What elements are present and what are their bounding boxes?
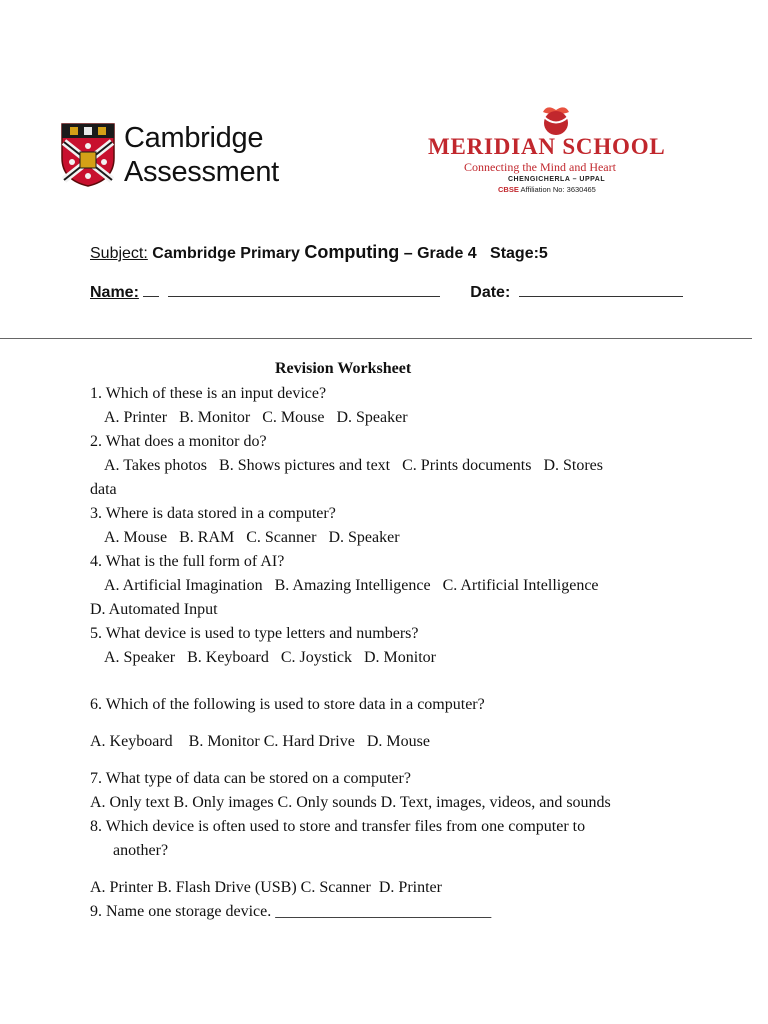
name-label: Name: <box>90 284 139 301</box>
options-6: A. Keyboard B. Monitor C. Hard Drive D. Mouse <box>90 733 430 750</box>
cambridge-logo-line2: Assessment <box>124 156 279 188</box>
meridian-school-location: CHENGICHERLA – UPPAL <box>508 176 606 183</box>
cambridge-assessment-logo <box>60 122 300 192</box>
subject-suffix: – Grade 4 Stage:5 <box>403 245 548 262</box>
question-4: 4. What is the full form of AI? <box>90 553 285 570</box>
subject-main: Computing <box>304 242 400 262</box>
divider <box>0 338 752 339</box>
options-8: A. Printer B. Flash Drive (USB) C. Scanner D. Printer <box>90 879 442 896</box>
question-2: 2. What does a monitor do? <box>90 433 267 450</box>
worksheet-title: Revision Worksheet <box>275 360 412 377</box>
question-8-continued: another? <box>113 842 169 859</box>
subject-label: Subject: <box>90 245 148 262</box>
date-label: Date: <box>470 284 511 301</box>
options-3: A. Mouse B. RAM C. Scanner D. Speaker <box>104 529 400 546</box>
options-4-continued: D. Automated Input <box>90 601 218 618</box>
subject-line <box>90 242 548 263</box>
question-5: 5. What device is used to type letters and numbers? <box>90 625 419 642</box>
cambridge-logo-line1: Cambridge <box>124 122 264 154</box>
options-7: A. Only text B. Only images C. Only sounds D. Text, images, videos, and sounds <box>90 794 611 811</box>
cambridge-crest-icon <box>60 122 116 188</box>
question-7: 7. What type of data can be stored on a computer? <box>90 770 411 787</box>
meridian-school-tagline: Connecting the Mind and Heart <box>464 160 616 174</box>
options-1: A. Printer B. Monitor C. Mouse D. Speaker <box>104 409 408 426</box>
affiliation-number: Affiliation No: 3630465 <box>520 185 596 194</box>
meridian-school-name: MERIDIAN SCHOOL <box>428 134 666 159</box>
question-9: 9. Name one storage device. ___________________________ <box>90 903 492 920</box>
cbse-label: CBSE <box>498 185 519 194</box>
options-5: A. Speaker B. Keyboard C. Joystick D. Monitor <box>104 649 436 666</box>
date-field[interactable] <box>519 282 683 297</box>
question-1: 1. Which of these is an input device? <box>90 385 327 402</box>
question-3: 3. Where is data stored in a computer? <box>90 505 336 522</box>
name-date-line <box>90 282 683 302</box>
meridian-school-logo <box>426 104 696 194</box>
question-8: 8. Which device is often used to store and transfer files from one computer to <box>90 818 586 835</box>
name-label-underline <box>143 282 159 297</box>
name-field[interactable] <box>168 282 440 297</box>
options-4: A. Artificial Imagination B. Amazing Intelligence C. Artificial Intelligence <box>104 577 599 594</box>
meridian-affiliation <box>498 185 596 194</box>
options-2-continued: data <box>90 481 117 498</box>
question-6: 6. Which of the following is used to store data in a computer? <box>90 696 485 713</box>
meridian-emblem-icon <box>539 104 573 136</box>
options-2: A. Takes photos B. Shows pictures and text C. Prints documents D. Stores <box>104 457 604 474</box>
subject-prefix: Cambridge Primary <box>152 245 300 262</box>
